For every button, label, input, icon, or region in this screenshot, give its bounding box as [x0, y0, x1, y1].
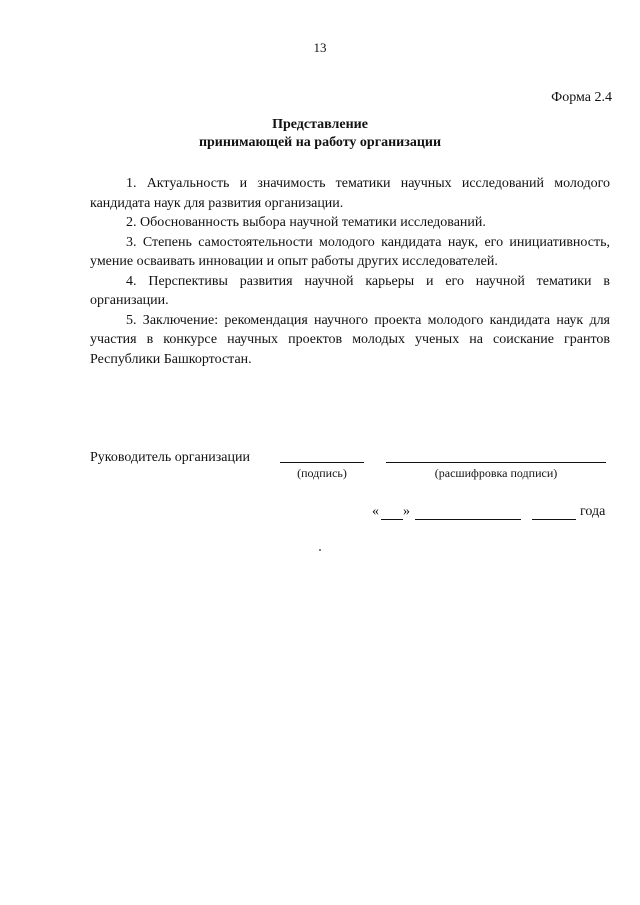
form-label: Форма 2.4 — [551, 90, 612, 105]
document-title — [0, 116, 640, 152]
date-day-blank — [381, 519, 403, 520]
date-month-blank — [415, 519, 521, 520]
signature-caption: (подпись) — [297, 466, 347, 480]
title-line-2: принимающей на работу организации — [198, 135, 442, 150]
signature-decoding-caption: (расшифровка подписи) — [434, 466, 558, 480]
criteria-item-1: 1. Актуальность и значимость тематики научных исследований молодого кандидата наук для развития организации. — [90, 176, 610, 211]
date-year-word: года — [580, 504, 606, 519]
criteria-list — [90, 174, 610, 369]
criteria-item-4: 4. Перспективы развития научной карьеры и его научной тематики в организации. — [90, 273, 610, 308]
head-of-organization-label: Руководитель организации — [90, 450, 250, 465]
page-number: 13 — [313, 40, 327, 55]
criteria-item-2: 2. Обоснованность выбора научной тематики исследований. — [126, 215, 486, 230]
date-line — [372, 504, 610, 524]
date-year-blank — [532, 519, 576, 520]
criteria-item-5: 5. Заключение: рекомендация научного проекта молодого кандидата наук для участия в конкурсе научных проектов молодых ученых на соискание грантов Республики Башкортостан. — [90, 312, 610, 367]
criteria-item-3: 3. Степень самостоятельности молодого кандидата наук, его инициативность, умение осваивать инновации и опыт работы других исследователей. — [90, 234, 610, 269]
signature-line — [280, 462, 364, 463]
signature-decoding-line — [386, 462, 606, 463]
date-quote-close: » — [403, 504, 410, 519]
title-line-1: Представление — [272, 117, 368, 132]
date-quote-open: « — [372, 504, 379, 519]
scan-speck — [319, 549, 321, 551]
